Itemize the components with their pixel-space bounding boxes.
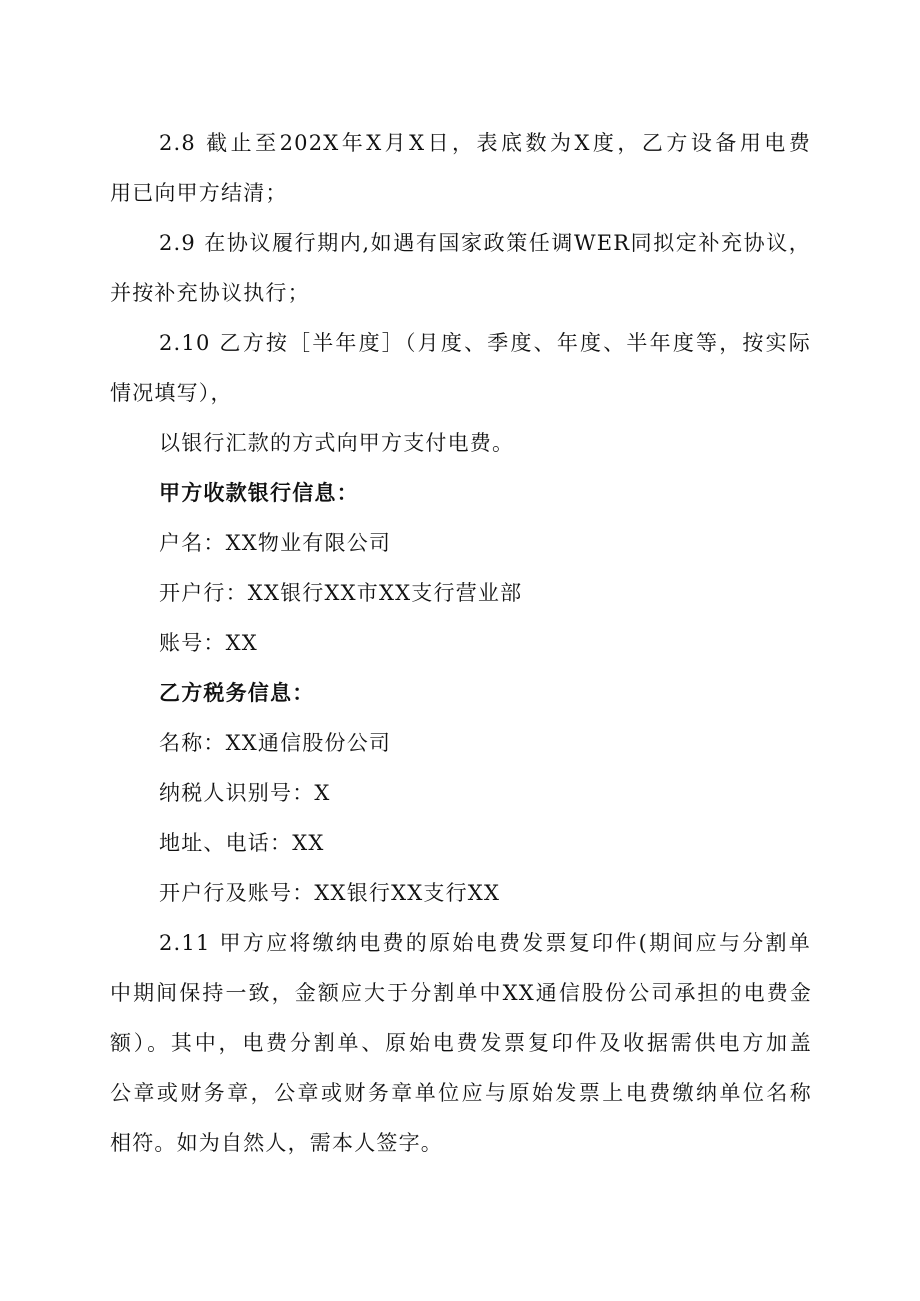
party-b-name: 名称：XX通信股份公司 bbox=[159, 731, 392, 755]
clause-2-10-line-1: 2.10 乙方按［半年度］（月度、季度、年度、半年度等，按实际 bbox=[159, 331, 811, 355]
clause-2-11-line-1: 2.11 甲方应将缴纳电费的原始电费发票复印件(期间应与分割单 bbox=[159, 931, 811, 955]
party-b-address-phone: 地址、电话：XX bbox=[159, 831, 325, 855]
clause-2-8-line-1: 2.8 截止至202X年X月X日，表底数为X度，乙方设备用电费 bbox=[159, 131, 811, 155]
clause-2-11-line-5: 相符。如为自然人，需本人签字。 bbox=[110, 1131, 443, 1155]
clause-2-8-line-2: 用已向甲方结清； bbox=[110, 181, 288, 205]
party-a-bank-heading: 甲方收款银行信息： bbox=[159, 481, 359, 505]
party-b-taxpayer-id: 纳税人识别号：X bbox=[159, 781, 331, 805]
party-a-account-number: 账号：XX bbox=[159, 631, 258, 655]
party-a-bank: 开户行：XX银行XX市XX支行营业部 bbox=[159, 581, 523, 605]
clause-2-11-line-2: 中期间保持一致，金额应大于分割单中XX通信股份公司承担的电费金 bbox=[110, 981, 812, 1005]
clause-2-9-line-1: 2.9 在协议履行期内,如遇有国家政策任调WER同拟定补充协议， bbox=[159, 231, 811, 255]
clause-2-11-line-4: 公章或财务章，公章或财务章单位应与原始发票上电费缴纳单位名称 bbox=[110, 1081, 812, 1105]
party-b-tax-heading: 乙方税务信息： bbox=[159, 681, 315, 705]
party-b-bank-account: 开户行及账号：XX银行XX支行XX bbox=[159, 881, 501, 905]
clause-2-10-line-3: 以银行汇款的方式向甲方支付电费。 bbox=[159, 431, 515, 455]
party-a-account-name: 户名：XX物业有限公司 bbox=[159, 531, 392, 555]
clause-2-11-line-3: 额）。其中，电费分割单、原始电费发票复印件及收据需供电方加盖 bbox=[110, 1031, 812, 1055]
clause-2-10-line-2: 情况填写）， bbox=[110, 381, 233, 405]
clause-2-9-line-2: 并按补充协议执行； bbox=[110, 281, 310, 305]
